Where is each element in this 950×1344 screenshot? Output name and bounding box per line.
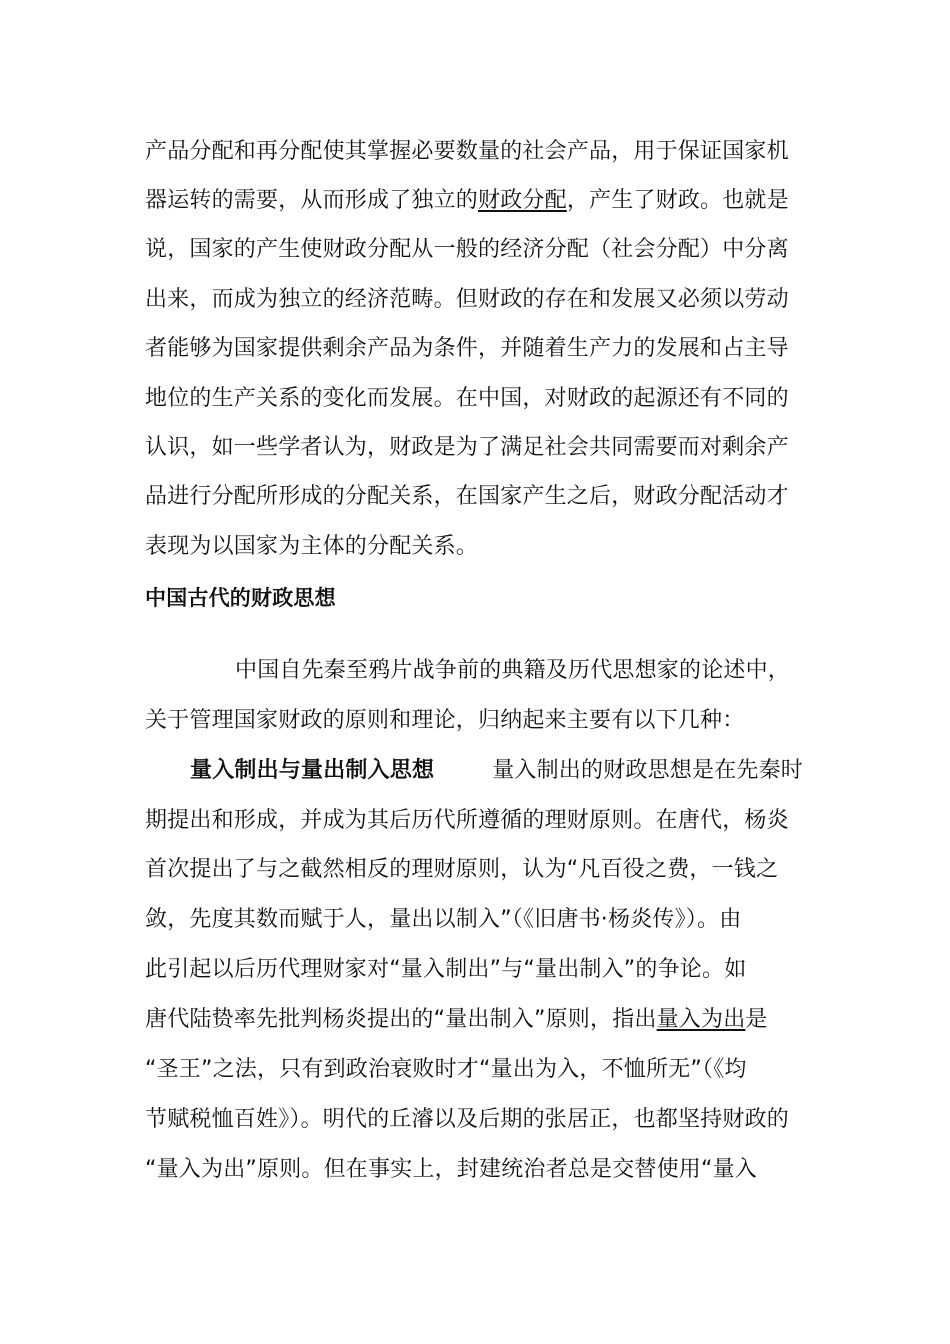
paragraph3-line-9: “量入为出”原则。但在事实上，封建统治者总是交替使用“量入 (145, 1157, 757, 1182)
paragraph3-line-7: “圣王”之法，只有到政治衰败时才“量出为入，不恤所无”（《均 (145, 1057, 747, 1082)
text-segment: 是 (745, 1007, 768, 1032)
text-segment: 器运转的需要，从而形成了独立的 (145, 188, 479, 213)
paragraph1-line-3: 说，国家的产生使财政分配从一般的经济分配（社会分配）中分离 (145, 237, 789, 262)
paragraph3-line-8: 节赋税恤百姓》）。明代的丘濬以及后期的张居正，也都坚持财政的 (145, 1107, 790, 1132)
paragraph2-line-2: 关于管理国家财政的原则和理论，归纳起来主要有以下几种： (145, 708, 745, 733)
paragraph1-line-7: 认识，如一些学者认为，财政是为了满足社会共同需要而对剩余产 (145, 435, 789, 460)
subsection-title: 量入制出与量出制入思想 (190, 758, 435, 783)
section-heading: 中国古代的财政思想 (145, 586, 336, 610)
text-segment: ，产生了财政。也就是 (566, 188, 789, 213)
paragraph3-line-6 (145, 1005, 768, 1035)
text-segment: 唐代陆贽率先批判杨炎提出的“量出制入”原则，指出 (145, 1007, 657, 1032)
paragraph2-line-1: 中国自先秦至鸦片战争前的典籍及历代思想家的论述中， (235, 658, 791, 683)
underlined-term: 财政分配 (478, 188, 567, 213)
paragraph3-line-4: 敛，先度其数而赋于人，量出以制入”（《旧唐书·杨炎传》）。由 (145, 907, 742, 932)
paragraph3-line-2: 期提出和形成，并成为其后历代所遵循的理财原则。在唐代，杨炎 (145, 808, 789, 833)
text-segment: 量入制出的财政思想是在先秦时 (492, 758, 804, 783)
paragraph1-line-8: 品进行分配所形成的分配关系，在国家产生之后，财政分配活动才 (145, 484, 789, 509)
paragraph1-line-4: 出来，而成为独立的经济范畴。但财政的存在和发展又必须以劳动 (145, 287, 789, 312)
paragraph1-line-6: 地位的生产关系的变化而发展。在中国，对财政的起源还有不同的 (145, 386, 789, 411)
underlined-term: 量入为出 (656, 1007, 746, 1032)
paragraph3-line-3: 首次提出了与之截然相反的理财原则，认为“凡百役之费，一钱之 (145, 857, 779, 882)
paragraph3-line-1 (190, 756, 803, 786)
paragraph1-line-9: 表现为以国家为主体的分配关系。 (145, 534, 479, 559)
paragraph1-line-1: 产品分配和再分配使其掌握必要数量的社会产品，用于保证国家机 (145, 139, 789, 164)
paragraph1-line-5: 者能够为国家提供剩余产品为条件，并随着生产力的发展和占主导 (145, 336, 789, 361)
paragraph3-line-5: 此引起以后历代理财家对“量入制出”与“量出制入”的争论。如 (145, 957, 747, 982)
paragraph1-line-2 (145, 186, 789, 216)
